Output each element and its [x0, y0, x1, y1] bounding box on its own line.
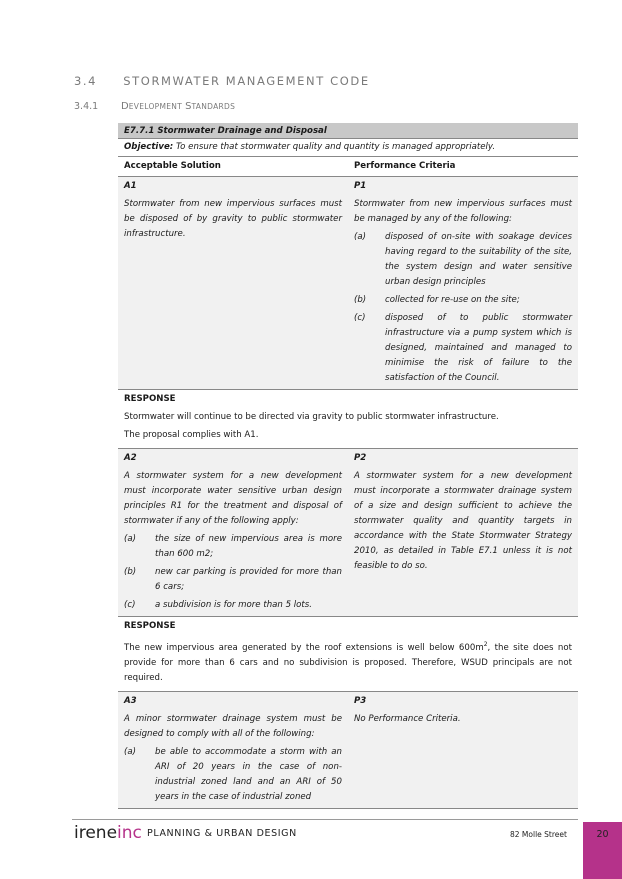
a2-text: A stormwater system for a new development must incorporate water sensitive urban design principles R1 for the treatment and disposal of stormwater if any of the following apply:	[124, 471, 342, 526]
a3-code: A3	[124, 695, 137, 706]
p1-cell	[348, 177, 578, 389]
brand-logo-part1: irene	[74, 823, 118, 843]
section-heading	[74, 74, 370, 88]
response-1-line2: The proposal complies with A1.	[124, 430, 259, 440]
response-title: RESPONSE	[124, 621, 176, 631]
section-number: 3.4	[74, 74, 98, 88]
a1-p1-row	[118, 177, 578, 390]
list-text: disposed of on-site with soakage devices having regard to the suitability of the site, the system design and water sensitive urban design principles	[385, 232, 572, 287]
a3-p3-row	[118, 692, 578, 809]
list-text: be able to accommodate a storm with an ARI of 20 years in the case of non-industrial zoned land and an ARI of 50 years in the case of industrial zoned	[155, 746, 342, 802]
response-2	[118, 617, 578, 692]
response-1-line1: Stormwater will continue to be directed via gravity to public stormwater infrastructure.	[124, 412, 499, 422]
list-item	[354, 230, 572, 290]
subsection-title-cap2: S	[185, 101, 192, 112]
response-2-superscript: 2	[483, 641, 488, 648]
section-title: STORMWATER MANAGEMENT CODE	[123, 74, 370, 88]
p3-cell	[348, 692, 578, 808]
p1-code: P1	[354, 181, 367, 191]
list-label: (b)	[124, 567, 137, 577]
p1-text: Stormwater from new impervious surfaces must be managed by any of the following:	[354, 199, 572, 224]
p3-code: P3	[354, 695, 367, 706]
subsection-title-rest2: TANDARDS	[191, 102, 236, 111]
response-2-text-b: , the site does not provide for more than 6 cars and no subdivision is proposed. Therefore, WSUD principals are not required.	[124, 642, 572, 683]
response-1	[118, 390, 578, 449]
subsection-title-rest1: EVELOPMENT	[128, 102, 183, 111]
objective-text: To ensure that stormwater quality and quantity is managed appropriately.	[173, 142, 496, 152]
standards-table	[118, 123, 578, 809]
list-label: (b)	[354, 295, 367, 305]
list-text: new car parking is provided for more than 6 cars;	[155, 567, 342, 592]
list-label: (c)	[354, 313, 366, 323]
list-item	[354, 311, 572, 386]
brand-logo-part2: inc	[117, 823, 142, 843]
list-label: (a)	[124, 746, 136, 757]
a3-text: A minor stormwater drainage system must be designed to comply with all of the following:	[124, 713, 342, 739]
a3-cell	[118, 692, 348, 808]
list-item	[124, 745, 342, 805]
col-acceptable-solution: Acceptable Solution	[124, 161, 221, 171]
footer-address: 82 Molle Street	[510, 830, 567, 839]
a1-cell	[118, 177, 348, 389]
objective-label: Objective:	[124, 142, 174, 152]
a1-text: Stormwater from new impervious surfaces must be disposed of by gravity to public stormwater infrastructure.	[124, 199, 342, 239]
subsection-title-cap1: D	[121, 101, 129, 112]
list-text: the size of new impervious area is more than 600 m2;	[155, 534, 342, 559]
response-2-text-a: The new impervious area generated by the roof extensions is well below 600m	[124, 642, 484, 653]
page-number: 20	[583, 822, 622, 879]
p2-text: A stormwater system for a new development must incorporate a stormwater drainage system of a size and design sufficient to achieve the stormwater quality and quantity targets in accordance with the State Stormwater Strategy 2010, as detailed in Table E7.1 unless it is not feasible to do so.	[354, 471, 572, 571]
list-text: collected for re-use on the site;	[385, 295, 520, 305]
list-label: (a)	[354, 232, 366, 242]
table-heading: E7.7.1 Stormwater Drainage and Disposal	[118, 123, 578, 139]
list-item	[124, 598, 342, 613]
response-title: RESPONSE	[124, 394, 176, 404]
objective-row	[118, 139, 578, 157]
p2-cell	[348, 449, 578, 616]
footer-divider	[72, 819, 578, 820]
brand-logo	[74, 823, 142, 843]
a2-p2-row	[118, 449, 578, 617]
list-item	[124, 565, 342, 595]
brand-tagline: PLANNING & URBAN DESIGN	[147, 828, 297, 839]
column-header-row	[118, 157, 578, 177]
subsection-number: 3.4.1	[74, 101, 99, 112]
p2-code: P2	[354, 453, 367, 463]
col-performance-criteria: Performance Criteria	[354, 161, 456, 171]
list-label: (c)	[124, 600, 136, 610]
response-2-text	[124, 637, 572, 686]
list-item	[124, 532, 342, 562]
list-text: a subdivision is for more than 5 lots.	[155, 600, 313, 610]
list-item	[354, 293, 572, 308]
a2-code: A2	[124, 453, 137, 463]
list-text: disposed of to public stormwater infrastructure via a pump system which is designed, maintained and managed to minimise the risk of failure to the satisfaction of the Council.	[385, 313, 572, 383]
list-label: (a)	[124, 534, 136, 544]
p3-text: No Performance Criteria.	[354, 713, 461, 724]
a1-code: A1	[124, 181, 137, 191]
a2-cell	[118, 449, 348, 616]
subsection-heading	[74, 101, 235, 112]
